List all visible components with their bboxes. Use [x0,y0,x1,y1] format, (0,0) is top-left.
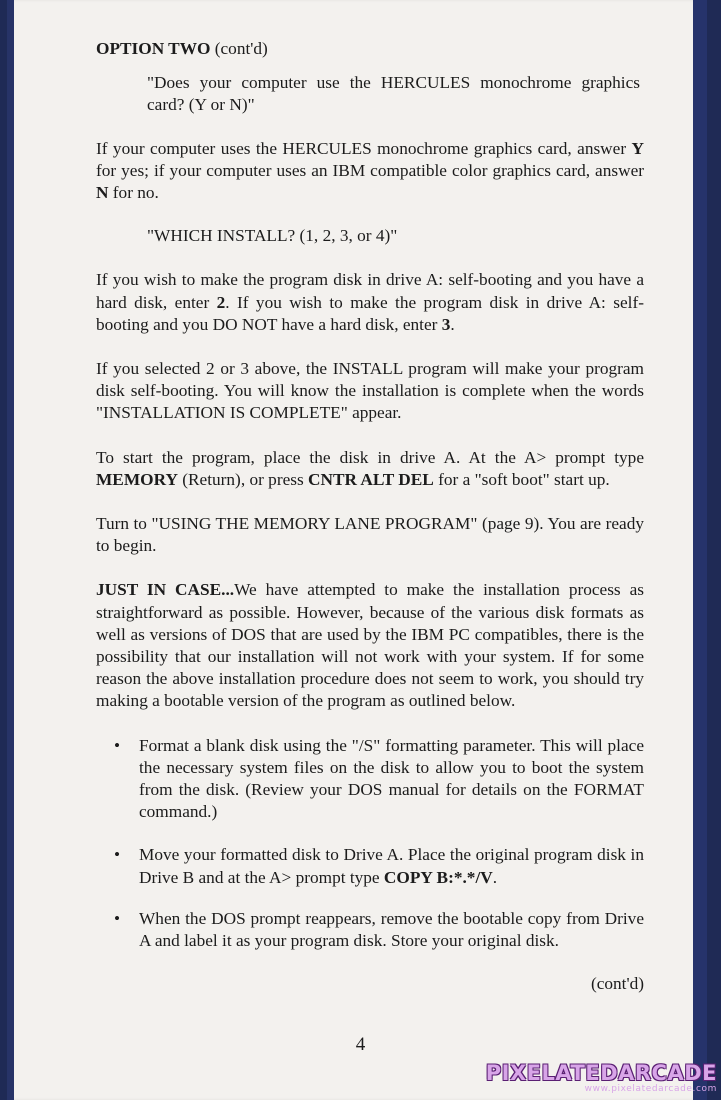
paragraph-install-options: If you wish to make the program disk in drive A: self-booting and you have a hard disk, enter 2. If you wish to make the program disk in drive A: self-booting and you DO NOT have a hard disk, enter 3. [96,270,644,334]
paragraph-turn-to: Turn to "USING THE MEMORY LANE PROGRAM" (page 9). You are ready to begin. [96,514,644,556]
watermark-logo: PIXELATEDARCADE [485,1061,717,1085]
prompt-which-install: "WHICH INSTALL? (1, 2, 3, or 4)" [147,226,398,246]
watermark [486,1062,717,1094]
binding-spine [7,0,14,1100]
continued-note: (cont'd) [590,974,644,994]
list-item: • Move your formatted disk to Drive A. Place the original program disk in Drive B and at the A> prompt type COPY B:*.*/V. [114,845,644,887]
list-item: • When the DOS prompt reappears, remove the bootable copy from Drive A and label it as your program disk. Store your original disk. [114,908,644,951]
page-number: 4 [355,1034,366,1055]
section-heading: OPTION TWO (cont'd) [96,39,268,58]
watermark-url: www.pixelatedarcade.com [584,1084,717,1094]
paragraph-just-in-case: JUST IN CASE...We have attempted to make the installation process as straightforward as possible. However, because of the various disk formats as well as versions of DOS that are used by the IBM PC compatibles, there is the possibility that our installation will not work with your system. If for some reason the above installation procedure does not seem to work, you should try making a bootable version of the program as outlined below. [96,580,644,711]
page-content [96,38,644,996]
bootable-steps-list [96,735,644,953]
bullet-icon: • [114,845,121,865]
bullet-icon: • [114,908,121,928]
page-edge [693,0,707,1100]
manual-page [7,0,707,1100]
list-item: • Format a blank disk using the "/S" formatting parameter. This will place the necessary system files on the disk to allow you to boot the system from the disk. (Review your DOS manual for details on the FORMAT command.) [114,735,644,822]
paragraph-start-program: To start the program, place the disk in drive A. At the A> prompt type MEMORY (Return), or press CNTR ALT DEL for a "soft boot" start up. [96,447,644,489]
paragraph-install-complete: If you selected 2 or 3 above, the INSTALL program will make your program disk self-booting. You will know the installation is complete when the words "INSTALLATION IS COMPLETE" appear. [96,359,644,423]
bullet-icon: • [114,735,121,755]
prompt-hercules: "Does your computer use the HERCULES monochrome graphics card? (Y or N)" [147,73,640,115]
paragraph-hercules: If your computer uses the HERCULES monochrome graphics card, answer Y for yes; if your computer uses an IBM compatible color graphics card, answer N for no. [96,138,644,203]
